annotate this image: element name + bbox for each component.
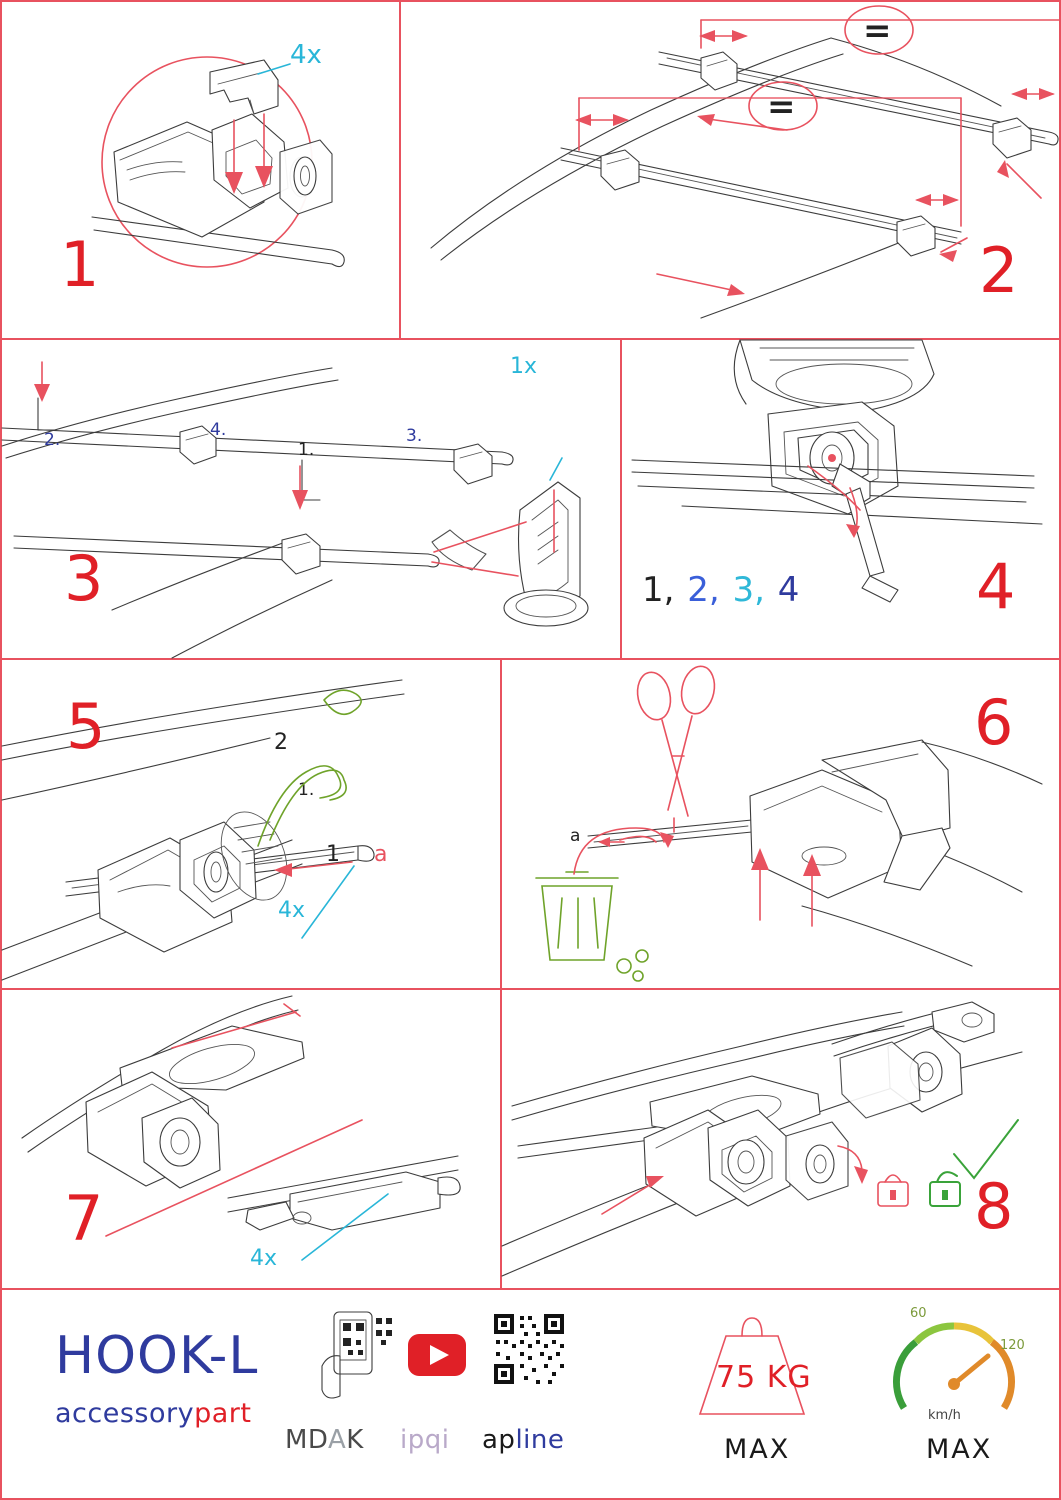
step-4-seq-1: 1,	[642, 570, 675, 610]
step-5-label-2: 2	[274, 730, 288, 755]
brand-prefix: accessory	[55, 1398, 195, 1429]
step-1-qty-label: 4x	[290, 40, 322, 70]
product-title: HOOK-L	[55, 1326, 259, 1386]
gauge-tick-120: 120	[1000, 1338, 1025, 1353]
step-4-seq-4: 4	[777, 570, 800, 610]
step-6-number: 6	[974, 686, 1015, 759]
step-7-qty-label: 4x	[250, 1246, 278, 1271]
step-3-label-3: 3.	[406, 426, 423, 446]
step-2-illustration	[401, 2, 1059, 338]
step-5-panel	[2, 660, 500, 988]
step-3-label-1: 1.	[298, 780, 315, 800]
partner-brand-mdak: MDAK	[285, 1425, 364, 1455]
step-3-panel	[2, 340, 620, 800]
step-8-illustration	[502, 990, 1059, 1288]
scan-qr-phone-icon	[318, 1308, 396, 1408]
speed-limit-caption: MAX	[926, 1434, 993, 1465]
step-1-number: 1	[60, 228, 101, 301]
partner-brand-apline: apline	[482, 1425, 565, 1455]
step-2-equal-symbol-2: =	[767, 87, 796, 127]
youtube-icon[interactable]	[408, 1334, 466, 1376]
qr-code-icon	[492, 1312, 566, 1386]
step-2-panel	[401, 2, 1059, 338]
weight-limit-caption: MAX	[724, 1434, 791, 1465]
step-7-number: 7	[64, 1182, 105, 1255]
partner-brand-ipqi: ipqi	[400, 1425, 450, 1455]
step-7-panel	[2, 990, 500, 1288]
step-6-panel	[502, 660, 1059, 988]
footer	[0, 1290, 1061, 1500]
step-5-label-1: 1	[326, 842, 340, 867]
weight-limit-value: 75 KG	[716, 1360, 812, 1395]
step-3-label-2: 2.	[44, 430, 61, 450]
step-4-seq-2: 2,	[687, 570, 720, 610]
step-6-label-a: a	[570, 826, 581, 846]
step-5-qty-label: 4x	[278, 898, 306, 923]
step-3-number: 3	[64, 542, 105, 615]
step-5-number: 5	[66, 690, 107, 763]
step-4-panel	[622, 340, 1059, 658]
step-4-sequence	[642, 570, 801, 610]
step-3-qty-label: 1x	[510, 354, 538, 379]
step-2-number: 2	[979, 234, 1020, 307]
step-8-panel	[502, 990, 1059, 1288]
brand-lockup	[55, 1398, 251, 1429]
step-8-number: 8	[974, 1170, 1015, 1243]
step-5-label-a: a	[374, 842, 388, 867]
step-4-seq-3: 3,	[732, 570, 765, 610]
step-3-label-4: 4.	[210, 420, 227, 440]
step-1-panel	[2, 2, 399, 338]
step-3-label-1-num: 1.	[298, 440, 315, 460]
gauge-unit-label: km/h	[928, 1408, 961, 1423]
step-2-equal-symbol-1: =	[863, 11, 892, 51]
gauge-tick-60: 60	[910, 1306, 927, 1321]
brand-suffix: part	[194, 1398, 252, 1429]
step-4-number: 4	[976, 550, 1017, 623]
